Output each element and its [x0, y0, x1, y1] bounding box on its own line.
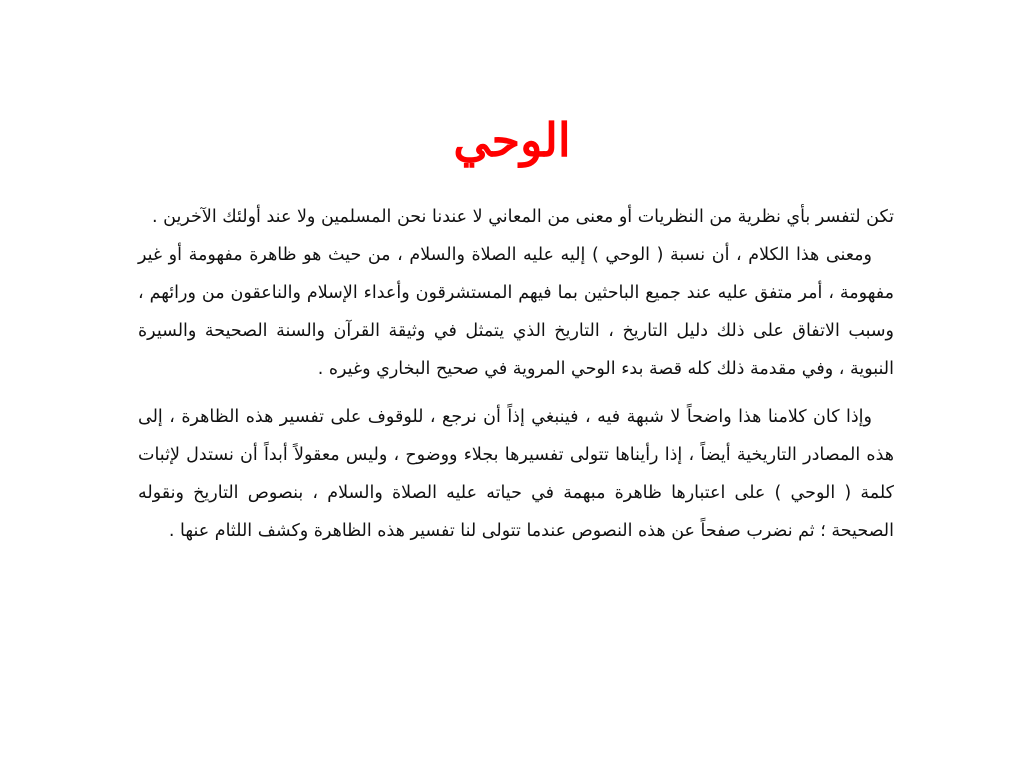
slide-title: الوحي: [453, 113, 571, 167]
paragraph-2: ومعنى هذا الكلام ، أن نسبة ( الوحي ) إليه عليه الصلاة والسلام ، من حيث هو ظاهرة مفهومة أو غير مفهومة ، أمر متفق عليه عند جميع الباحثين بما فيهم المستشرقون وأعداء الإسلام والناعقون من ورائهم ، وسبب الاتفاق على ذلك دليل التاريخ ، التاريخ الذي يتمثل في وثيقة القرآن والسنة الصحيحة والسيرة النبوية ، وفي مقدمة ذلك كله قصة بدء الوحي المروية في صحيح البخاري وغيره .: [138, 245, 894, 379]
paragraph-gap: [138, 388, 894, 398]
paragraph-3: وإذا كان كلامنا هذا واضحاً لا شبهة فيه ، فينبغي إذاً أن نرجع ، للوقوف على تفسير هذه الظاهرة ، إلى هذه المصادر التاريخية أيضاً ، إذا رأيناها تتولى تفسيرها بجلاء ووضوح ، وليس معقولاً أبداً أن نستدل لإثبات كلمة ( الوحي ) على اعتبارها ظاهرة مبهمة في حياته عليه الصلاة والسلام ، بنصوص التاريخ ونقوله الصحيحة ؛ ثم نضرب صفحاً عن هذه النصوص عندما تتولى لنا تفسير هذه الظاهرة وكشف اللثام عنها .: [138, 407, 894, 541]
paragraph-1: تكن لتفسر بأي نظرية من النظريات أو معنى من المعاني لا عندنا نحن المسلمين ولا عند أولئك الآخرين .: [152, 207, 894, 227]
slide-body-text: [138, 198, 894, 550]
